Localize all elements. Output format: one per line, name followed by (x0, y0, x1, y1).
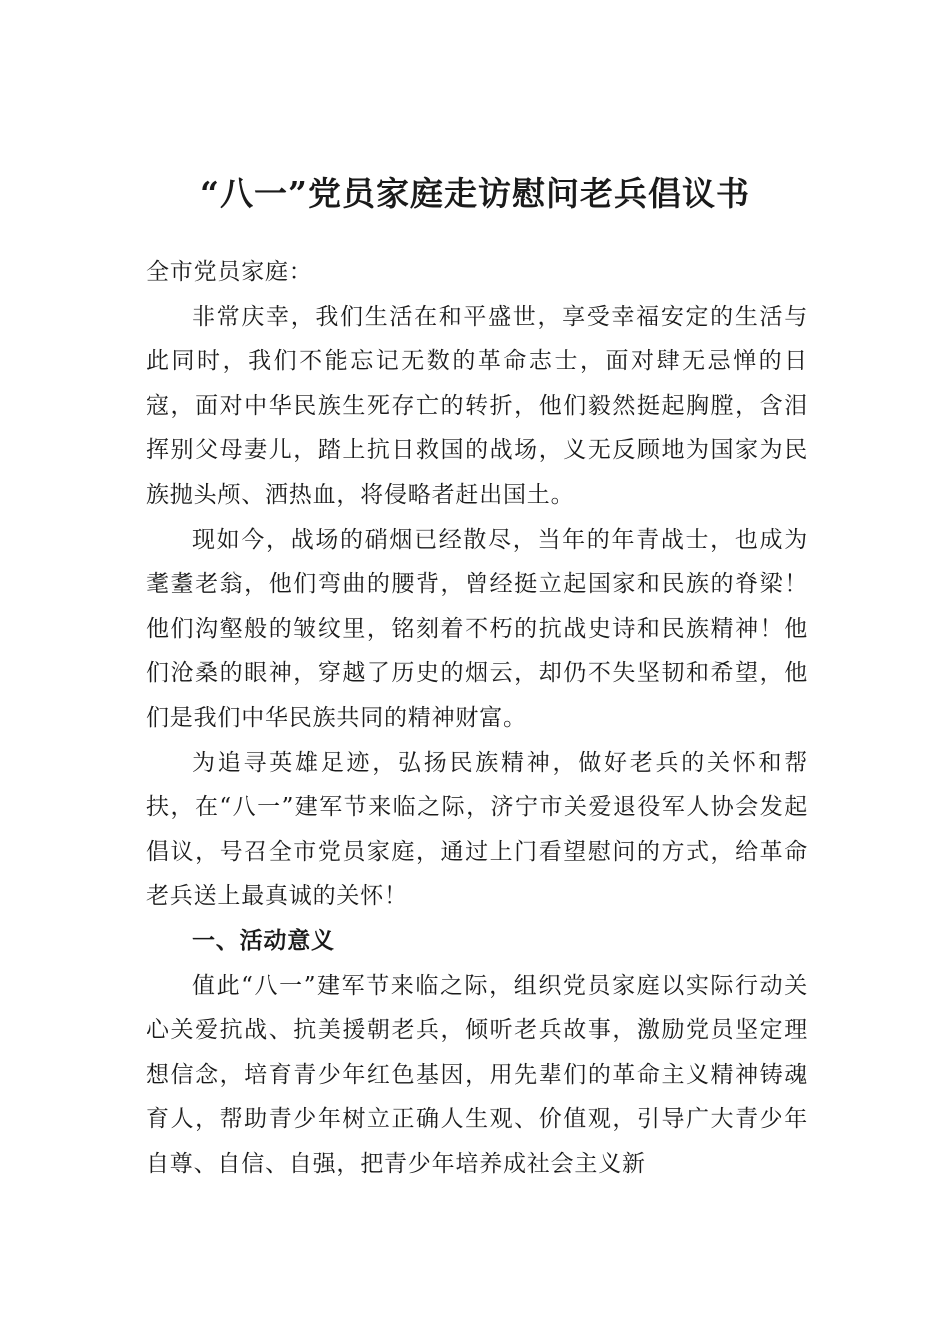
document-body (146, 250, 808, 1186)
section-heading-significance: 一、活动意义 (192, 927, 335, 954)
section-paragraph-significance: 值此“八一”建军节来临之际，组织党员家庭以实际行动关心关爱抗战、抗美援朝老兵，倾听老兵故事，激励党员坚定理想信念，培育青少年红色基因，用先辈们的革命主义精神铸魂育人，帮助青少年树立正确人生观、价值观，引导广大青少年自尊、自信、自强，把青少年培养成社会主义新 (146, 972, 808, 1177)
salutation: 全市党员家庭： (146, 259, 313, 285)
paragraph-3: 为追寻英雄足迹，弘扬民族精神，做好老兵的关怀和帮扶，在“八一”建军节来临之际，济宁市关爱退役军人协会发起倡议，号召全市党员家庭，通过上门看望慰问的方式，给革命老兵送上最真诚的关怀！ (146, 749, 808, 910)
paragraph-1: 非常庆幸，我们生活在和平盛世，享受幸福安定的生活与此同时，我们不能忘记无数的革命志士，面对肆无忌惮的日寇，面对中华民族生死存亡的转折，他们毅然挺起胸膛，含泪挥别父母妻儿，踏上抗日救国的战场，义无反顾地为国家为民族抛头颅、洒热血，将侵略者赶出国土。 (146, 303, 808, 508)
paragraph-2: 现如今，战场的硝烟已经散尽，当年的年青战士，也成为耄耋老翁，他们弯曲的腰背，曾经挺立起国家和民族的脊梁！他们沟壑般的皱纹里，铭刻着不朽的抗战史诗和民族精神！他们沧桑的眼神，穿越了历史的烟云，却仍不失坚韧和希望，他们是我们中华民族共同的精神财富。 (146, 526, 808, 731)
document-title: “八一”党员家庭走访慰问老兵倡议书 (200, 174, 750, 213)
